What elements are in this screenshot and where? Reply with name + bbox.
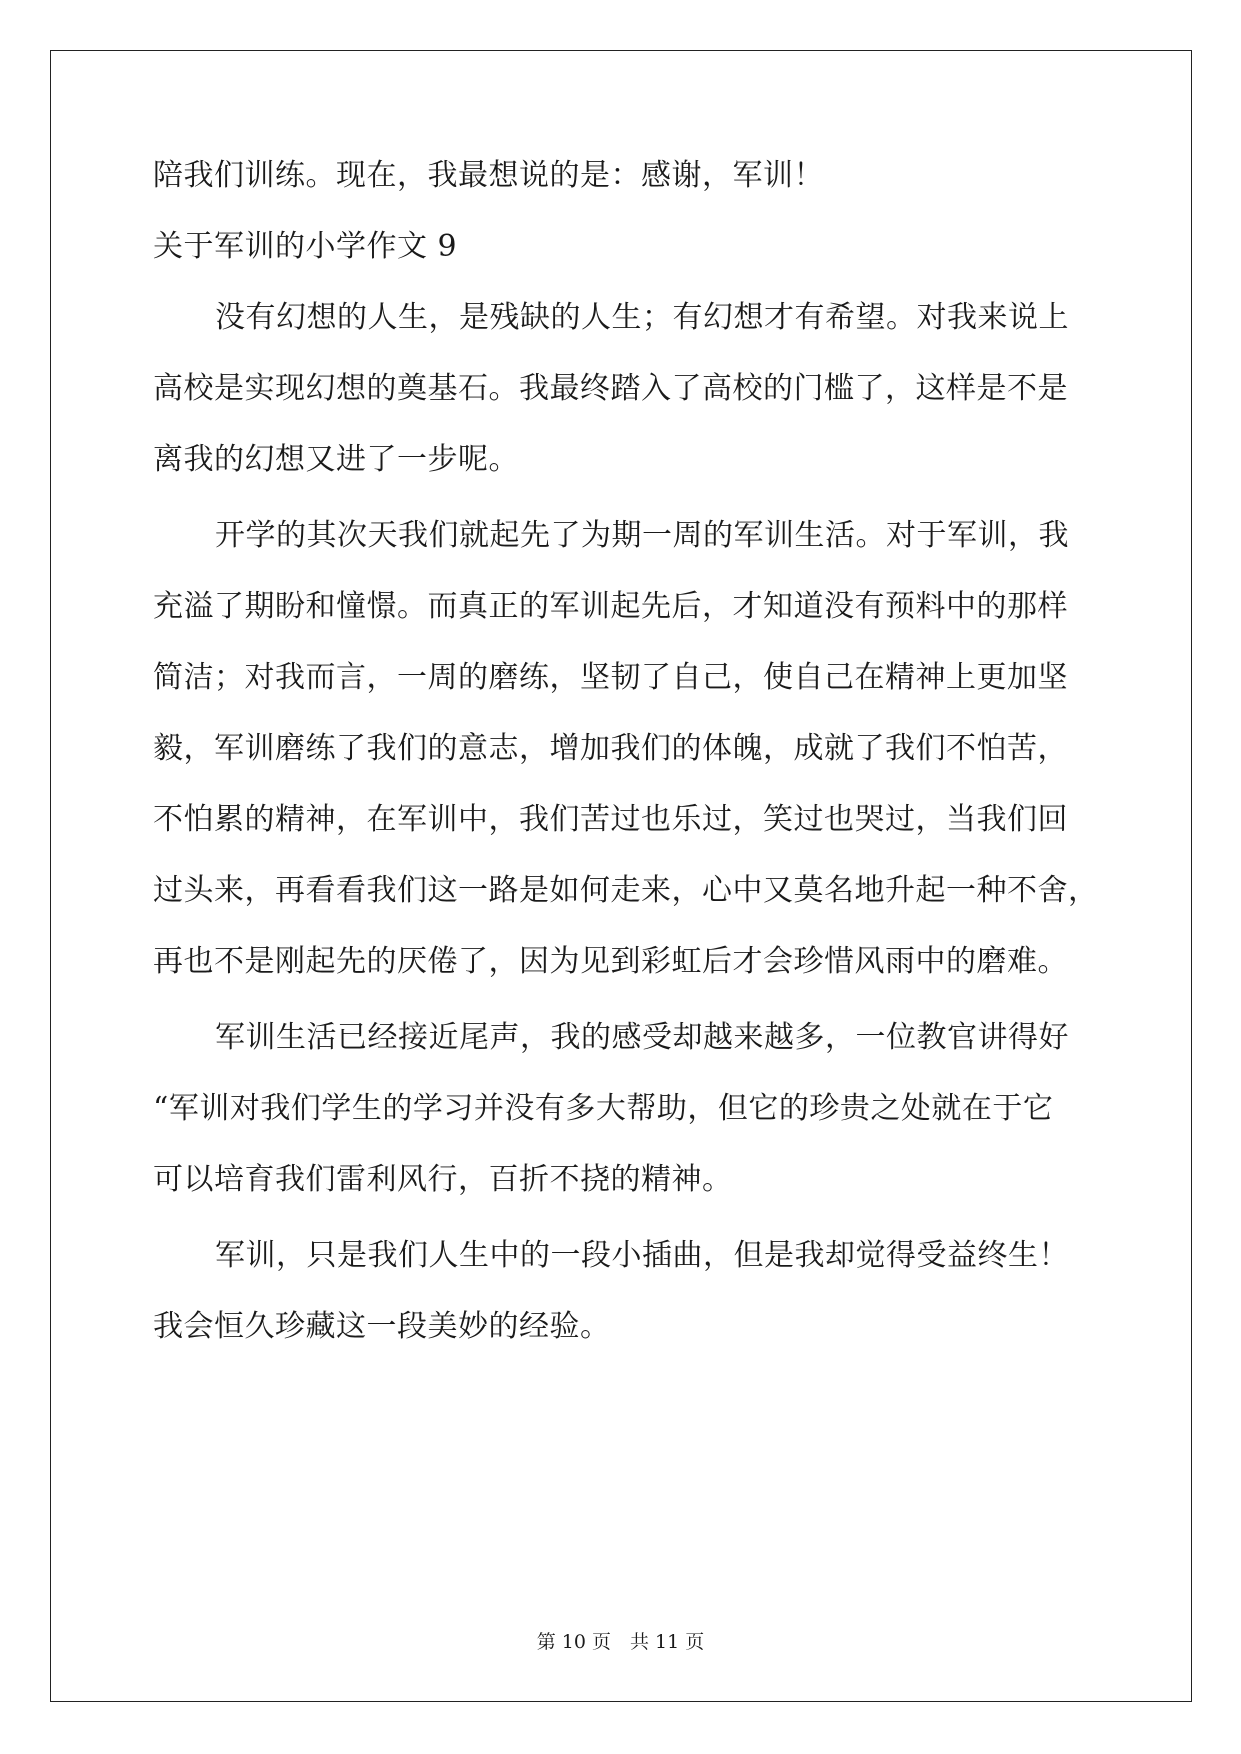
paragraph-line: 军训，只是我们人生中的一段小插曲，但是我却觉得受益终生！ <box>215 1238 1069 1273</box>
page-number: 第 10 页 共 11 页 <box>536 1631 705 1653</box>
paragraph-line: 我会恒久珍藏这一段美妙的经验。 <box>153 1309 611 1344</box>
paragraph-line: 开学的其次天我们就起先了为期一周的军训生活。对于军训，我 <box>215 518 1069 553</box>
section-heading: 关于军训的小学作文 9 <box>153 229 458 264</box>
paragraph-line: 没有幻想的人生，是残缺的人生；有幻想才有希望。对我来说上 <box>215 300 1069 335</box>
text-line: 陪我们训练。现在，我最想说的是：感谢，军训！ <box>153 158 824 193</box>
paragraph-line: 毅，军训磨练了我们的意志，增加我们的体魄，成就了我们不怕苦， <box>153 731 1068 766</box>
paragraph-line: “军训对我们学生的学习并没有多大帮助，但它的珍贵之处就在于它 <box>153 1091 1054 1126</box>
paragraph-line: 不怕累的精神，在军训中，我们苦过也乐过，笑过也哭过，当我们回 <box>153 802 1068 837</box>
paragraph-line: 高校是实现幻想的奠基石。我最终踏入了高校的门槛了，这样是不是 <box>153 371 1068 406</box>
paragraph-line: 可以培育我们雷利风行，百折不挠的精神。 <box>153 1162 733 1197</box>
paragraph-line: 过头来，再看看我们这一路是如何走来，心中又莫名地升起一种不舍， <box>153 873 1099 908</box>
paragraph-line: 军训生活已经接近尾声，我的感受却越来越多，一位教官讲得好 <box>215 1020 1069 1055</box>
paragraph-line: 充溢了期盼和憧憬。而真正的军训起先后，才知道没有预料中的那样 <box>153 589 1068 624</box>
paragraph-line: 离我的幻想又进了一步呢。 <box>153 442 519 477</box>
paragraph-line: 再也不是刚起先的厌倦了，因为见到彩虹后才会珍惜风雨中的磨难。 <box>153 944 1068 979</box>
paragraph-line: 简洁；对我而言，一周的磨练，坚韧了自己，使自己在精神上更加坚 <box>153 660 1068 695</box>
